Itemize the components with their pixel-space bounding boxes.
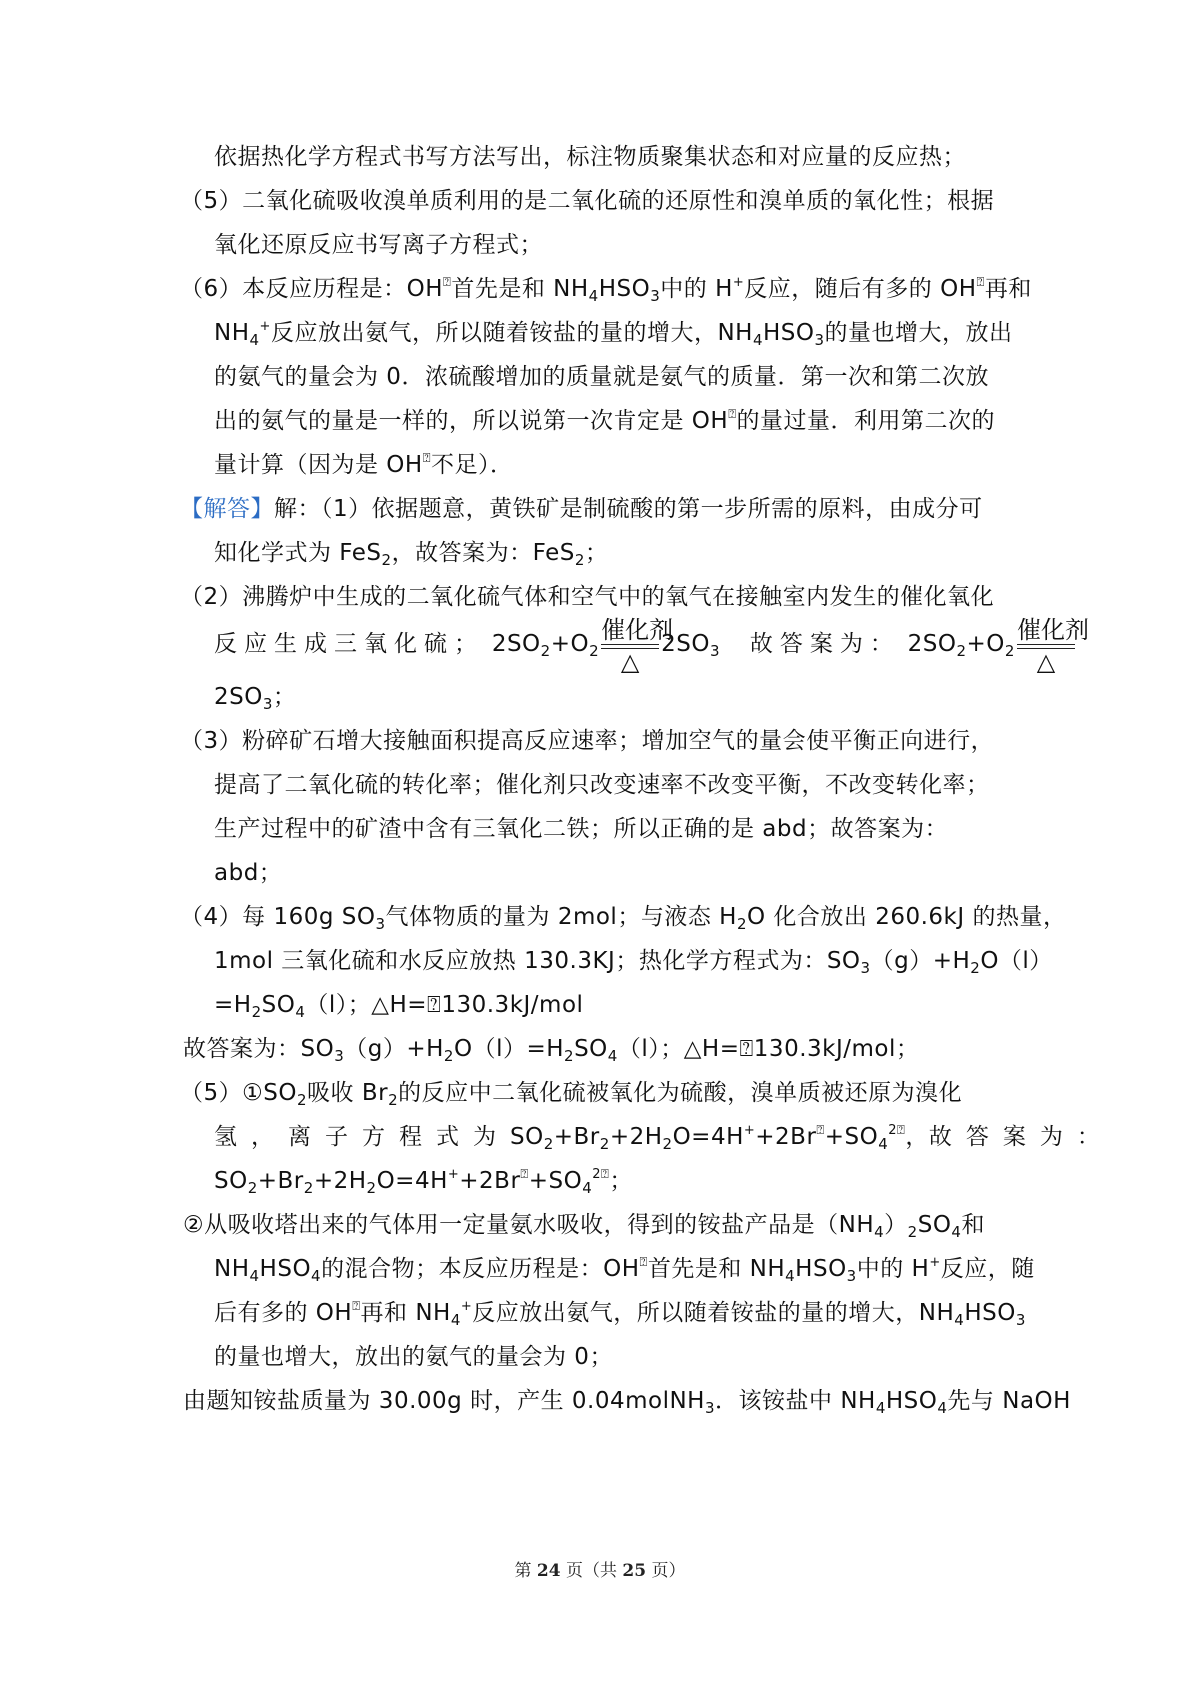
text-line: （3）粉碎矿石增大接触面积提高反应速率；增加空气的量会使平衡正向进行， <box>180 728 995 754</box>
text-line: $=H_2SO_4(l)$；△H=⍰130.3kJ/mol <box>214 992 584 1021</box>
text-line: 氧化还原反应书写离子方程式； <box>214 232 543 258</box>
text-line: （6）本反应历程是：OH⍰首先是和 $NH_4HSO_3$中的 H+反应，随后有多的 OH⍰再和 <box>180 275 1032 305</box>
text-line: abd； <box>214 860 283 886</box>
catalyst-condition: 催化剂 △ <box>601 616 674 676</box>
text-line: 量计算（因为是 OH⍰不足）． <box>214 451 514 478</box>
text-line: （5）二氧化硫吸收溴单质利用的是二氧化硫的还原性和溴单质的氧化性；根据 <box>180 188 995 214</box>
text-line: 的氨气的量会为 0．浓硫酸增加的质量就是氨气的质量．第一次和第二次放 <box>214 364 989 390</box>
text-line: 后有多的 OH⍰再和 $NH_4^+$反应放出氨气，所以随着铵盐的量的增大，$NH_4HSO_3$ <box>214 1299 1026 1329</box>
text-line: $NH_4^+$反应放出氨气，所以随着铵盐的量的增大，$NH_4HSO_3$的量也增大，放出 <box>214 319 1013 349</box>
text-line: 生产过程中的矿渣中含有三氧化二铁；所以正确的是 abd；故答案为： <box>214 816 949 842</box>
equation-line: 反应生成三氧化硫； $2SO_2+O_2$ 催化剂 △ $2SO_3$ 故答案为： $2SO_2+O_2$ 催化剂 △ <box>214 616 1089 676</box>
answer-label: 【解答】 <box>180 496 274 522</box>
text-line: ②从吸收塔出来的气体用一定量氨水吸收，得到的铵盐产品是$(NH_4)_2SO_4$和 <box>183 1212 985 1241</box>
total-pages: 25 <box>622 1561 647 1581</box>
catalyst-condition: 催化剂 △ <box>1016 616 1089 676</box>
text-line: 的量也增大，放出的氨气的量会为 0； <box>214 1344 613 1370</box>
text-line: 【解答】解：（1）依据题意，黄铁矿是制硫酸的第一步所需的原料，由成分可 <box>180 496 983 522</box>
text-line: 由题知铵盐质量为 30.00g 时，产生 0.04molNH$_3$．该铵盐中 $NH_4HSO_4$先与 NaOH <box>183 1388 1071 1417</box>
text-line: 故答案为：$SO_3(g)+H_2O(l)=H_2SO_4(l)$；△H=⍰130.3kJ/mol； <box>183 1036 920 1065</box>
text-line: 出的氨气的量是一样的，所以说第一次肯定是 OH⍰的量过量．利用第二次的 <box>214 407 996 434</box>
text-line: 提高了二氧化硫的转化率；催化剂只改变速率不改变平衡，不改变转化率； <box>214 772 990 798</box>
text-line: $(5)①SO_2$吸收 $Br_2$的反应中二氧化硫被氧化为硫酸，溴单质被还原为溴化 <box>180 1080 963 1109</box>
page-number: 24 <box>536 1561 561 1581</box>
text-line: 1mol 三氧化硫和水反应放热 130.3KJ；热化学方程式为：$SO_3(g)+H_2O(l)$ <box>214 948 1053 977</box>
text-line: 依据热化学方程式书写方法写出，标注物质聚集状态和对应量的反应热； <box>214 144 966 170</box>
text-line: $2SO_3$； <box>214 684 297 713</box>
page-footer: 第 24 页（共 25 页） <box>514 1561 686 1581</box>
text-line: 氢，离子方程式为 $SO_2+Br_2+2H_2O=4H^++2Br^⍰+SO_4^{2⍰}$， 故答案为： <box>214 1123 1114 1153</box>
text-line: （4）每 160g $SO_3$气体物质的量为 2mol；与液态 $H_2O$ 化合放出 260.6kJ 的热量， <box>180 904 1067 933</box>
text-line: 知化学式为 FeS$_2$，故答案为：FeS$_2$； <box>214 540 609 569</box>
text-line: （2）沸腾炉中生成的二氧化硫气体和空气中的氧气在接触室内发生的催化氧化 <box>180 584 995 610</box>
text-line: $NH_4HSO_4$的混合物；本反应历程是：OH⍰首先是和 $NH_4HSO_3$中的 H+反应，随 <box>214 1255 1035 1285</box>
text-line: $SO_2+Br_2+2H_2O=4H^++2Br^⍰+SO_4^{2⍰}$； <box>214 1167 633 1197</box>
